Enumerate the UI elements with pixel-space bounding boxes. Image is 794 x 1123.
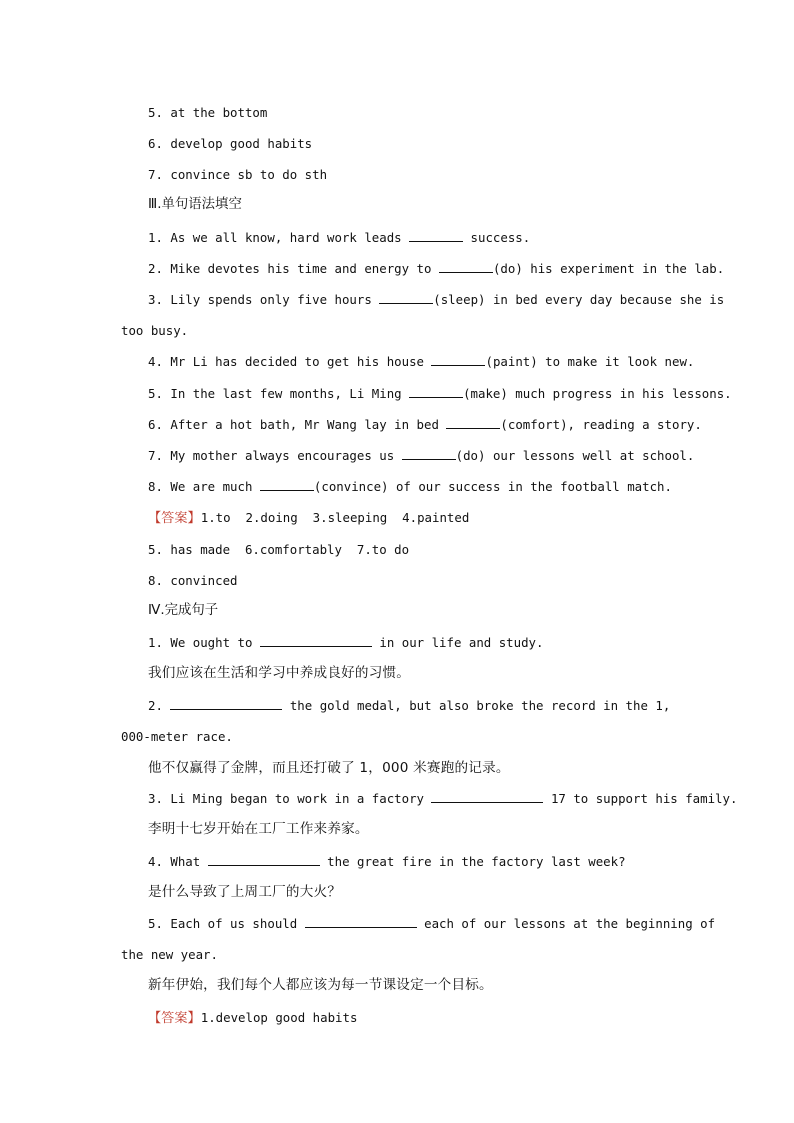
grammar-question-7: 7. My mother always encourages us (do) our lessons well at school. [148,448,695,463]
section-3-answers-2: 5. has made 6.comfortably 7.to do [148,542,410,557]
sentence-question-5-continued: the new year. [121,947,218,962]
answer-blank [379,292,433,304]
phrase-item-7: 7. convince sb to do sth [148,167,328,182]
answer-blank [170,698,282,710]
answer-blank [260,479,314,491]
grammar-question-6: 6. After a hot bath, Mr Wang lay in bed (comfort), reading a story. [148,417,702,432]
answer-blank [431,354,485,366]
answer-blank [260,635,372,647]
answer-blank [208,854,320,866]
grammar-question-2: 2. Mike devotes his time and energy to (do) his experiment in the lab. [148,261,725,276]
answer-blank [409,230,463,242]
sentence-question-3: 3. Li Ming began to work in a factory 17 to support his family. [148,791,738,806]
answer-label: 【答案】 [148,1011,201,1026]
sentence-question-1: 1. We ought to in our life and study. [148,635,544,650]
sentence-question-1-translation: 我们应该在生活和学习中养成良好的习惯。 [148,665,411,681]
grammar-question-3: 3. Lily spends only five hours (sleep) in bed every day because she is [148,292,725,307]
answer-label: 【答案】 [148,511,201,526]
phrase-item-6: 6. develop good habits [148,136,313,151]
grammar-question-4: 4. Mr Li has decided to get his house (paint) to make it look new. [148,354,695,369]
sentence-question-4: 4. What the great fire in the factory last week? [148,854,626,869]
section-3-answers-3: 8. convinced [148,573,238,588]
sentence-question-4-translation: 是什么导致了上周工厂的大火？ [148,884,342,900]
answer-blank [431,791,543,803]
sentence-question-2-continued: 000-meter race. [121,729,233,744]
grammar-question-1: 1. As we all know, hard work leads success. [148,230,531,245]
sentence-question-3-translation: 李明十七岁开始在工厂工作来养家。 [148,821,369,837]
sentence-question-5: 5. Each of us should each of our lessons at the beginning of [148,916,716,931]
answer-blank [409,386,463,398]
sentence-question-5-translation: 新年伊始，我们每个人都应该为每一节课设定一个目标。 [148,977,493,993]
section-4-answers-1: 【答案】1.develop good habits [148,1010,358,1026]
section-3-heading: Ⅲ.单句语法填空 [148,197,242,212]
answer-blank [446,417,500,429]
section-3-answers-1: 【答案】1.to 2.doing 3.sleeping 4.painted [148,510,470,526]
grammar-question-8: 8. We are much (convince) of our success in the football match. [148,479,672,494]
grammar-question-3-continued: too busy. [121,323,189,338]
section-4-heading: Ⅳ.完成句子 [148,603,219,618]
sentence-question-2-translation: 他不仅赢得了金牌，而且还打破了 1，000 米赛跑的记录。 [148,760,510,776]
answer-blank [439,261,493,273]
answer-blank [305,916,417,928]
sentence-question-2: 2. the gold medal, but also broke the record in the 1, [148,698,671,713]
grammar-question-5: 5. In the last few months, Li Ming (make) much progress in his lessons. [148,386,732,401]
answer-blank [402,448,456,460]
phrase-item-5: 5. at the bottom [148,105,268,120]
